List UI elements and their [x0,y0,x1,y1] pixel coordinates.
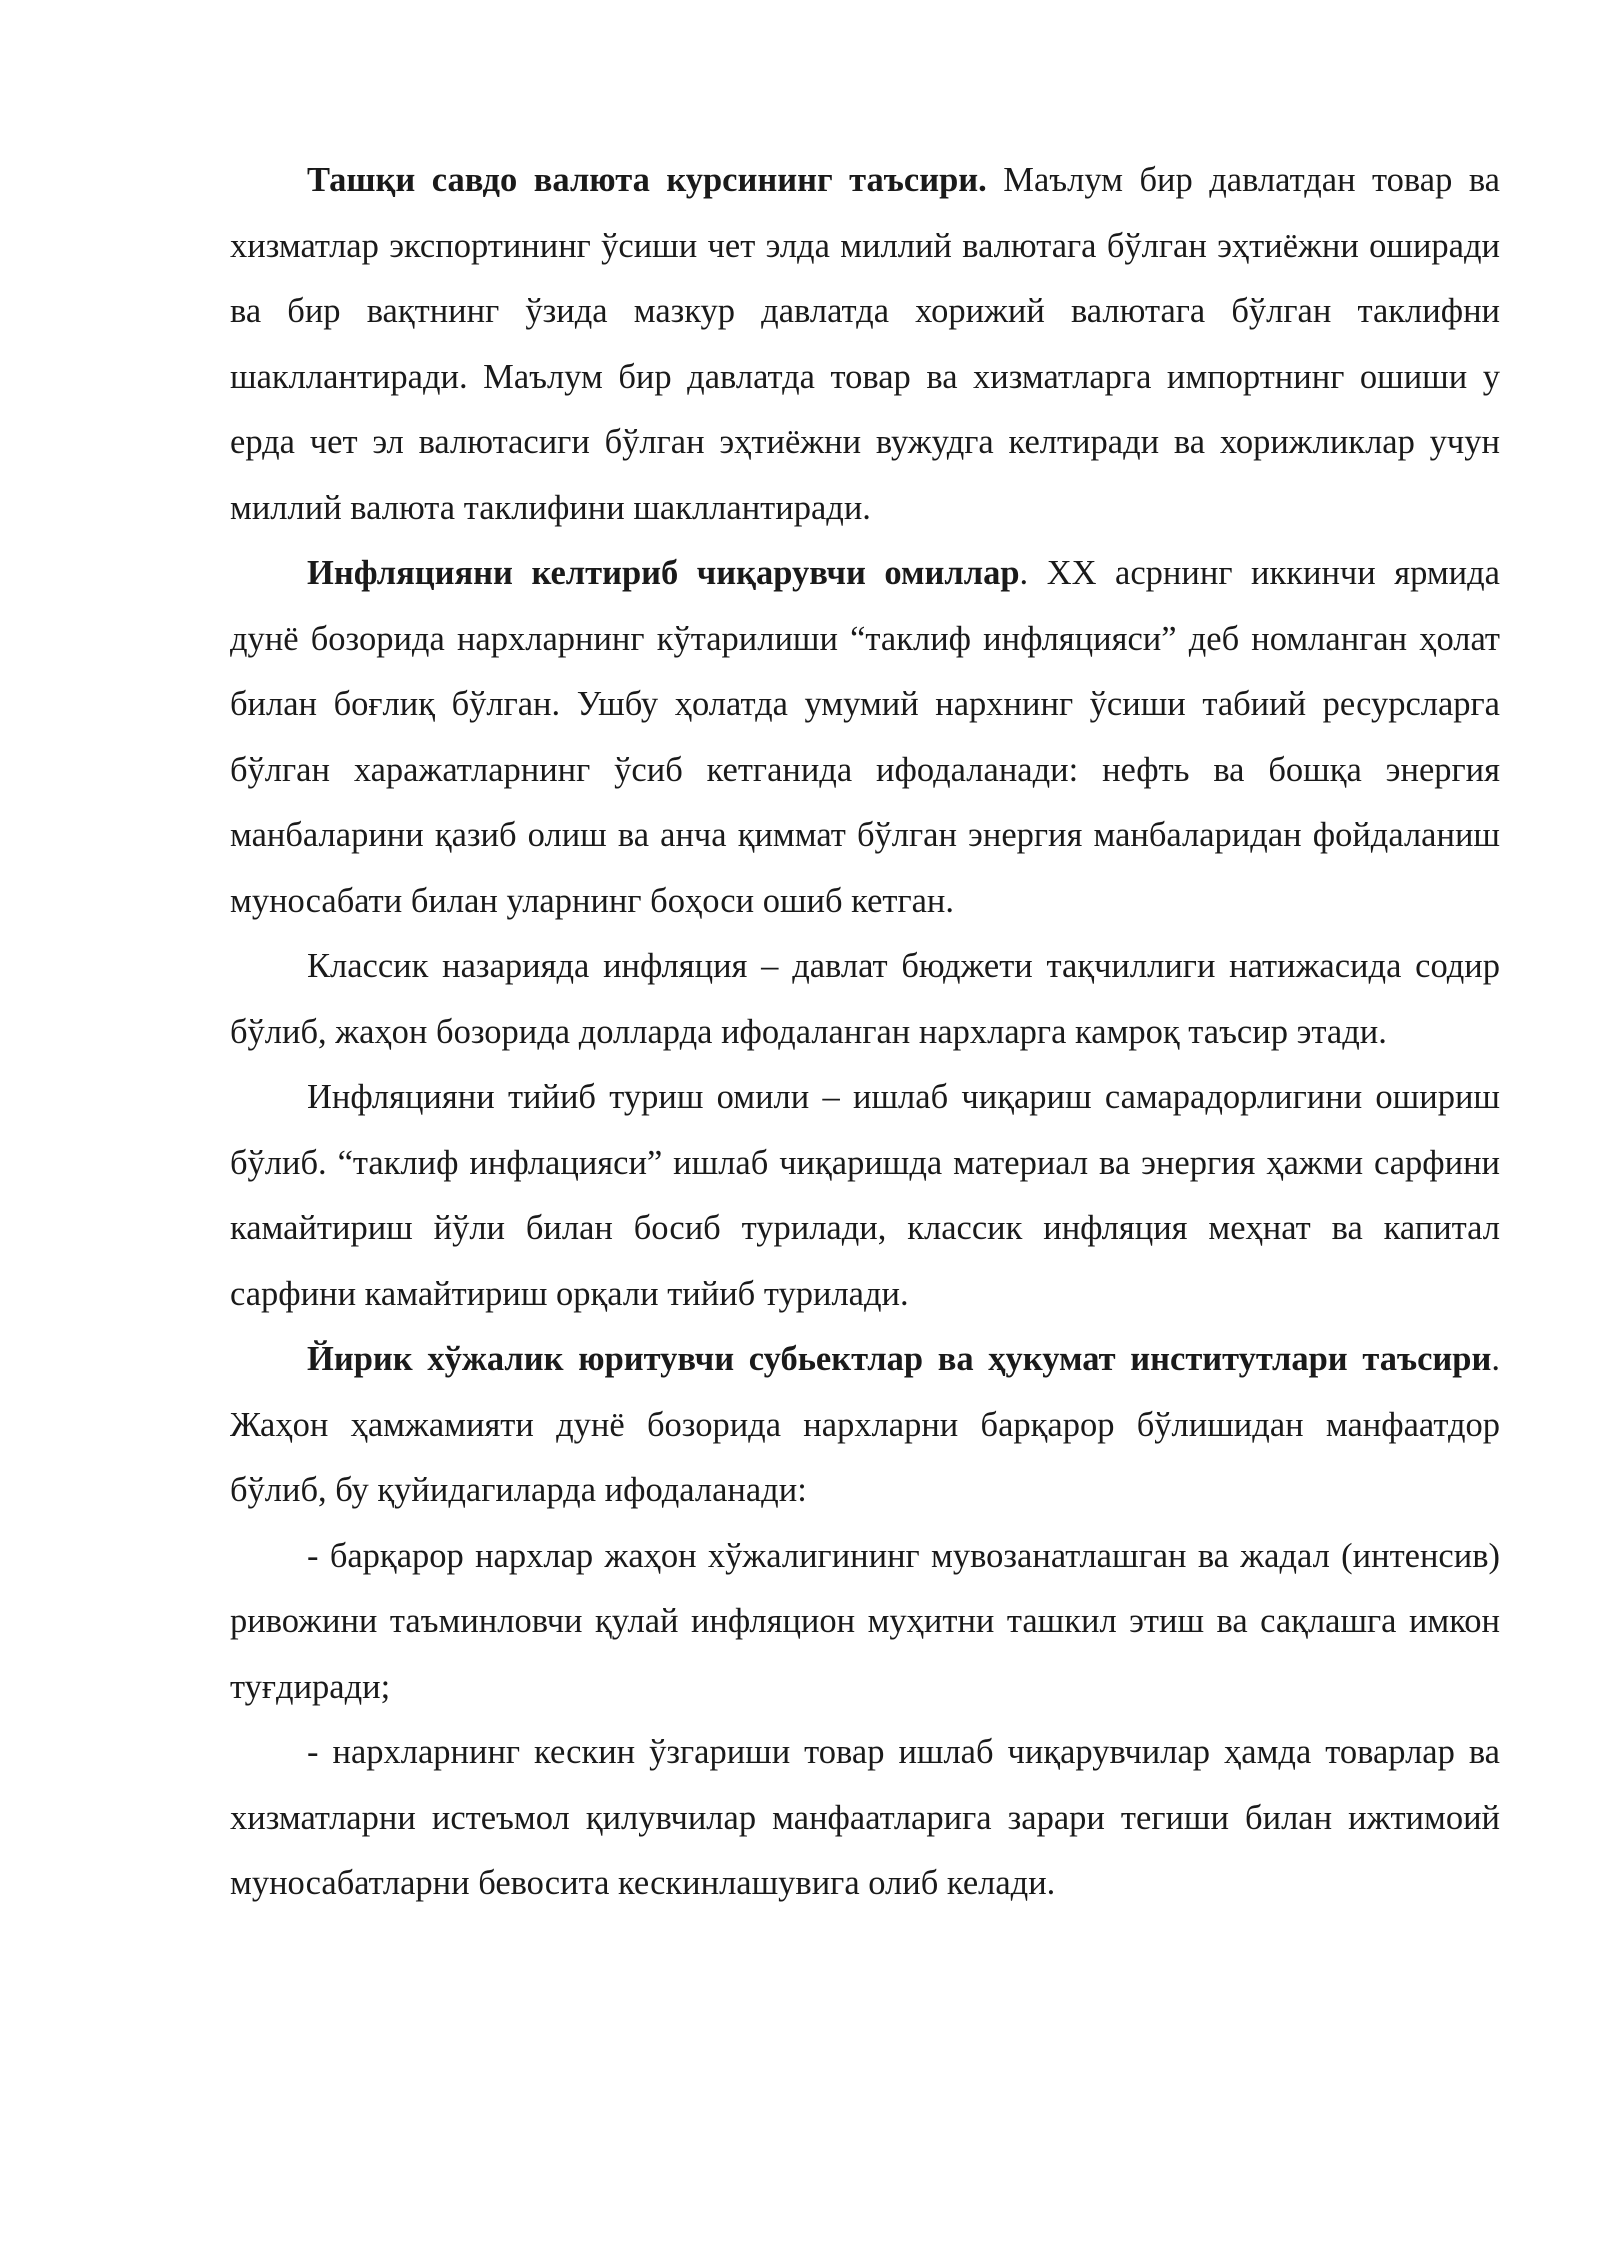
heading-foreign-trade: Ташқи савдо валюта курсининг таъсири. [307,161,987,199]
list-item-text: - нархларнинг кескин ўзгариши товар ишлаб чиқарувчилар ҳамда товарлар ва хизматларни истеъмол қилувчилар манфаатларига зарари тегиши билан ижтимоий муносабатларни бевосита кескинлашувига олиб келади. [230,1733,1500,1902]
document-page [230,148,1500,1917]
heading-inflation-factors: Инфляцияни келтириб чиқарувчи омиллар [307,554,1020,592]
paragraph-foreign-trade [230,148,1500,541]
list-item-text: - барқарор нархлар жаҳон хўжалигининг мувозанатлашган ва жадал (интенсив) ривожини таъминловчи қулай инфляцион муҳитни ташкил этиш ва сақлашга имкон туғдиради; [230,1536,1500,1706]
list-item [230,1524,1500,1721]
paragraph-text: Классик назарияда инфляция – давлат бюджети тақчиллиги натижасида содир бўлиб, жаҳон бозорида долларда ифодаланган нархларга камроқ таъсир этади. [230,947,1500,1051]
paragraph-inflation-restraint [230,1065,1500,1327]
paragraph-large-entities [230,1327,1500,1524]
paragraph-text: Маълум бир давлатдан товар ва хизматлар экспортининг ўсиши чет элда миллий валютага бўлган эҳтиёжни оширади ва бир вақтнинг ўзида мазкур давлатда хорижий валютага бўлган таклифни шакллантиради. Маълум бир давлатда товар ва хизматларга импортнинг ошиши у ерда чет эл валютасиги бўлган эҳтиёжни вужудга келтиради ва хорижликлар учун миллий валюта таклифини шакллантиради. [230,161,1500,527]
paragraph-text: Инфляцияни тийиб туриш омили – ишлаб чиқариш самарадорлигини ошириш бўлиб. “таклиф инфлацияси” ишлаб чиқаришда материал ва энергия ҳажми сарфини камайтириш йўли билан босиб турилади, классик инфляция меҳнат ва капитал сарфини камайтириш орқали тийиб турилади. [230,1078,1500,1313]
paragraph-classic-theory [230,934,1500,1065]
paragraph-inflation-factors [230,541,1500,934]
heading-large-entities: Йирик хўжалик юритувчи субьектлар ва ҳукумат институтлари таъсири [307,1340,1492,1378]
paragraph-text: . XX асрнинг иккинчи ярмида дунё бозорида нархларнинг кўтарилиши “таклиф инфляцияси” деб номланган ҳолат билан боғлиқ бўлган. Ушбу ҳолатда умумий нархнинг ўсиши табиий ресурсларга бўлган харажатларнинг ўсиб кетганида ифодаланади: нефть ва бошқа энергия манбаларини қазиб олиш ва анча қиммат бўлган энергия манбаларидан фойдаланиш муносабати билан уларнинг боҳоси ошиб кетган. [230,554,1500,920]
paragraph-text: . Жаҳон ҳамжамияти дунё бозорида нархларни барқарор бўлишидан манфаатдор бўлиб, бу қуйидагиларда ифодаланади: [230,1340,1500,1509]
list-item [230,1720,1500,1917]
